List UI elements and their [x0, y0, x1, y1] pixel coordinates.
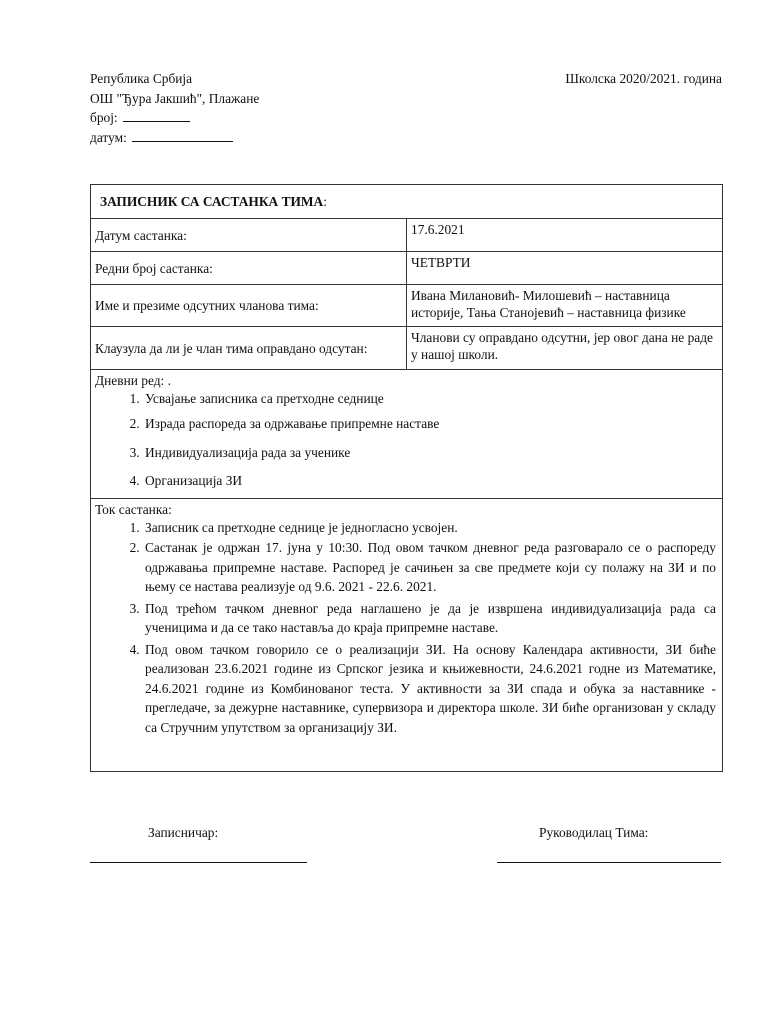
- flow-item: 1. Записник са претходне седнице је једногласно усвојен.: [143, 519, 716, 536]
- flow-cell: [91, 499, 723, 772]
- document-header: [90, 69, 259, 147]
- recorder-signature-line: [90, 862, 307, 863]
- agenda-item: 4. Организација ЗИ: [143, 472, 718, 489]
- meeting-number-label: Редни број састанка:: [91, 252, 407, 285]
- flow-list: [95, 519, 718, 737]
- agenda-item: 1. Усвајање записника са претходне седнице: [143, 390, 718, 407]
- table-row: [91, 285, 723, 327]
- table-title: ЗАПИСНИК СА САСТАНКА ТИМА: [100, 194, 324, 209]
- date-blank-line: [132, 129, 233, 142]
- header-country: Република Србија: [90, 71, 193, 86]
- number-blank-line: [123, 109, 190, 122]
- table-row: [91, 252, 723, 285]
- table-title-colon: :: [323, 194, 327, 209]
- absence-clause-label: Клаузула да ли је члан тима оправдано одсутан:: [91, 327, 407, 370]
- minutes-table: [90, 184, 723, 772]
- table-row: [91, 219, 723, 252]
- header-date-row: [90, 128, 259, 148]
- agenda-cell: [91, 370, 723, 499]
- header-date-label: датум:: [90, 129, 127, 145]
- absence-clause-value: Чланови су оправдано одсутни, јер овог дана не раде у нашој школи.: [407, 327, 723, 370]
- agenda-list: [95, 390, 718, 489]
- team-leader-signature-line: [497, 862, 721, 863]
- team-leader-label: Руководилац Тима:: [539, 825, 649, 840]
- agenda-item: 2. Израда распореда за одржавање припремне наставе: [143, 415, 718, 432]
- recorder-label: Записничар:: [148, 825, 219, 840]
- table-row: [91, 327, 723, 370]
- absent-members-label: Име и презиме одсутних чланова тима:: [91, 285, 407, 327]
- flow-item: 3. Под трећом тачком дневног реда наглашено је да је извршена индивидуализација рада са ученицима и да се тако наставља до краја припремне наставе.: [143, 599, 716, 638]
- school-year: Школска 2020/2021. година: [565, 71, 722, 86]
- agenda-item: 3. Индивидуализација рада за ученике: [143, 444, 718, 461]
- flow-item: 4. Под овом тачком говорило се о реализацији ЗИ. На основу Календара активности, ЗИ биће реализован 23.6.2021 године из Српског језика и књижевности, 24.6.2021 годне из Математике, 24.6.2021 године из Комбинованог теста. У активности за ЗИ спада и обука за наставнике - прегледаче, за дежурне наставнике, супервизора и директора школе. ЗИ биће организован у складу са Стручним упутством за организацију ЗИ.: [143, 640, 716, 738]
- meeting-date-label: Датум састанка:: [91, 219, 407, 252]
- meeting-date-value: 17.6.2021: [407, 219, 723, 252]
- header-number-row: [90, 108, 259, 128]
- flow-item: 2. Састанак је одржан 17. јуна у 10:30. Под овом тачком дневног реда разговарало се о распореду одржавања припремне наставе. Распоред је сачињен за све предмете који су полажу на ЗИ и по њему се настава реализује од 9.6. 2021 - 22.6. 2021.: [143, 538, 716, 597]
- table-title-cell: [91, 185, 723, 219]
- flow-label: Ток састанка:: [95, 502, 172, 517]
- meeting-number-value: ЧЕТВРТИ: [407, 252, 723, 285]
- header-number-label: број:: [90, 110, 118, 125]
- absent-members-value: Ивана Милановић- Милошевић – наставница историје, Тања Станојевић – наставница физике: [407, 285, 723, 327]
- header-school: ОШ "Ђура Јакшић", Плажане: [90, 90, 260, 106]
- agenda-label: Дневни ред: .: [95, 373, 171, 388]
